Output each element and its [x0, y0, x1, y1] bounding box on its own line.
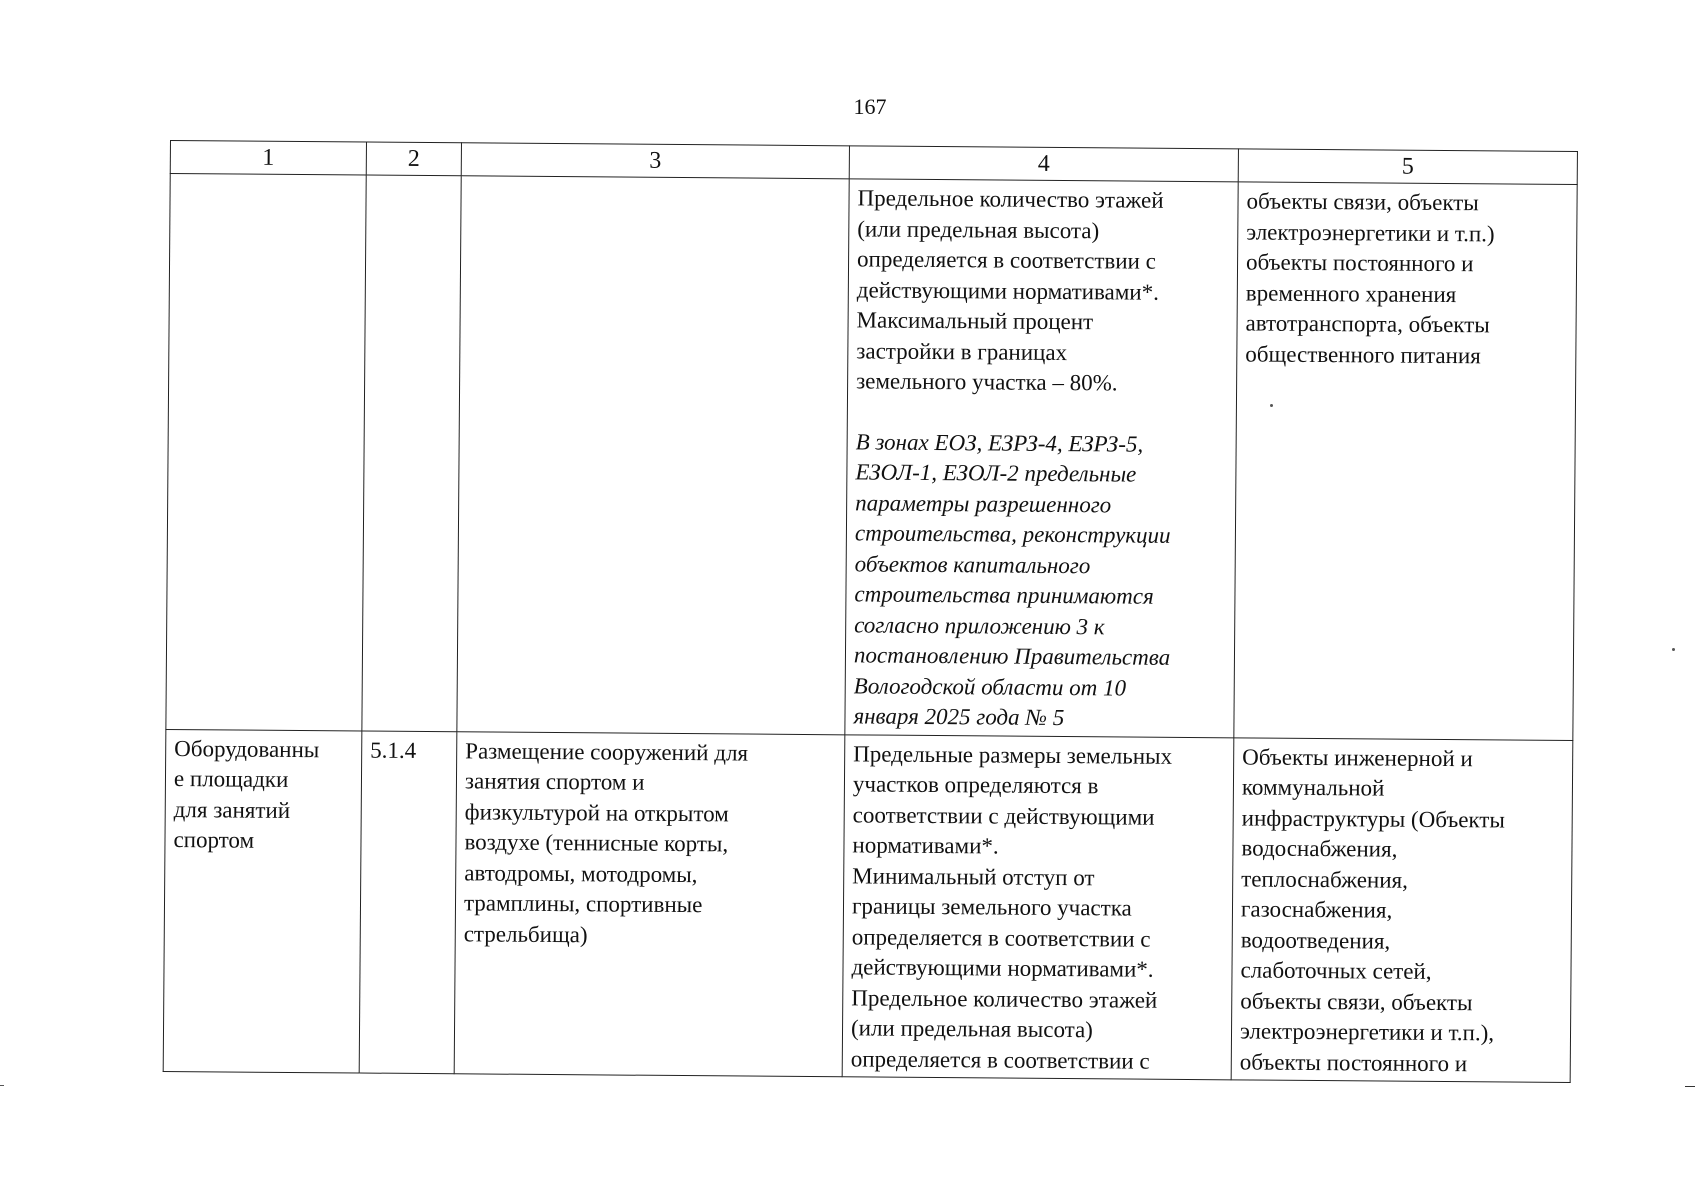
text-line: общественного питания [1245, 340, 1481, 368]
text-line: Вологодской области от 10 [853, 672, 1127, 701]
text-line: электроэнергетики и т.п.), [1239, 1018, 1495, 1046]
text-line: водоснабжения, [1241, 835, 1398, 862]
text-line: (или предельная высота) [850, 1015, 1093, 1043]
text-line: теплоснабжения, [1241, 865, 1409, 893]
zoning-table [163, 140, 1578, 1083]
text-line: строительства, реконструкции [854, 520, 1171, 548]
text-line: занятия спортом и [464, 768, 645, 795]
text-line: строительства принимаются [854, 581, 1154, 609]
row2-col3 [454, 731, 845, 1077]
text-line: января 2025 года № 5 [853, 703, 1065, 731]
row1-col5 [1234, 182, 1577, 740]
text-line: (или предельная высота) [857, 215, 1100, 243]
text-line: инфраструктуры (Объекты [1241, 804, 1505, 833]
header-cell-4: 4 [849, 146, 1238, 182]
text-line: е площадки [173, 766, 289, 792]
text-line: определяется в соответствии с [850, 1045, 1150, 1074]
text-line: объекты постоянного и [1239, 1048, 1468, 1076]
text-line: для занятий [173, 796, 291, 823]
text-line: объектов капитального [854, 550, 1091, 578]
page-number: 167 [853, 94, 887, 119]
scan-edge-mark [0, 1085, 4, 1086]
scan-edge-mark [1685, 1086, 1695, 1087]
text-line: физкультурой на открытом [464, 798, 729, 826]
text-line: Минимальный отступ от [852, 862, 1095, 890]
text-line: Максимальный процент [856, 307, 1094, 335]
row2-col4-text [851, 739, 1226, 1077]
text-line: воздухе (теннисные корты, [464, 829, 729, 857]
row2-col1 [163, 729, 362, 1073]
text-line: газоснабжения, [1240, 896, 1393, 923]
text-line: земельного участка – 80%. [856, 368, 1118, 396]
scan-speck [1270, 404, 1273, 407]
text-line: автотранспорта, объекты [1245, 310, 1490, 338]
row1-col4-italic-note [853, 427, 1227, 735]
text-line: Оборудованны [174, 735, 320, 762]
text-line: Предельное количество этажей [857, 185, 1164, 213]
text-line: действующими нормативами*. [856, 276, 1160, 305]
row1-col4 [845, 179, 1238, 738]
header-cell-1: 1 [170, 141, 366, 176]
row2-col2: 5.1.4 [359, 731, 457, 1074]
row2-col4 [842, 734, 1234, 1080]
header-cell-3: 3 [461, 143, 849, 179]
text-line: границы земельного участка [851, 893, 1132, 921]
header-cell-2: 2 [366, 142, 461, 176]
text-line: застройки в границах [856, 337, 1068, 365]
text-line: коммунальной [1241, 774, 1385, 801]
text-line: согласно приложению 3 к [854, 611, 1105, 639]
text-line: электроэнергетики и т.п.) [1246, 218, 1495, 246]
text-line: Объекты инженерной и [1242, 743, 1473, 771]
text-line: нормативами*. [852, 832, 999, 859]
text-line: параметры разрешенного [855, 489, 1112, 517]
text-line: В зонах ЕОЗ, ЕЗРЗ-4, ЕЗРЗ-5, [855, 428, 1144, 457]
text-line: Предельное количество этажей [851, 984, 1158, 1013]
row2-col3-text [464, 736, 837, 952]
row2-col5-text [1240, 742, 1565, 1080]
table-row [166, 174, 1577, 741]
text-line: соответствии с действующими [852, 801, 1155, 830]
text-line: постановлению Правительства [853, 642, 1171, 670]
text-line: временного хранения [1245, 279, 1457, 307]
scan-speck [1672, 648, 1675, 651]
row1-col5-text [1245, 186, 1568, 372]
row2-col5 [1231, 737, 1573, 1082]
header-cell-5: 5 [1238, 149, 1577, 185]
row1-col1 [166, 174, 366, 731]
row1-col2 [362, 175, 461, 731]
table-row [163, 729, 1573, 1083]
text-line: трамплины, спортивные [463, 890, 703, 918]
text-line: определяется в соответствии с [856, 246, 1156, 274]
text-line: Размещение сооружений для [465, 737, 749, 766]
text-line: определяется в соответствии с [851, 923, 1151, 952]
text-line: слаботочных сетей, [1240, 957, 1432, 984]
text-line: объекты связи, объекты [1240, 987, 1473, 1015]
text-line: участков определяются в [852, 771, 1099, 799]
row1-col3 [457, 176, 849, 735]
row2-col1-text [173, 734, 353, 857]
text-line: объекты связи, объекты [1246, 188, 1479, 216]
text-line: водоотведения, [1240, 926, 1391, 954]
text-line: объекты постоянного и [1245, 249, 1474, 277]
text-line: Предельные размеры земельных [853, 740, 1173, 769]
text-line: ЕЗОЛ-1, ЕЗОЛ-2 предельные [855, 459, 1137, 487]
text-line: автодромы, мотодромы, [464, 859, 698, 887]
text-line: спортом [173, 827, 255, 853]
text-line: стрельбища) [463, 920, 588, 947]
row1-col4-text [856, 183, 1230, 399]
text-line: действующими нормативами*. [851, 954, 1154, 982]
